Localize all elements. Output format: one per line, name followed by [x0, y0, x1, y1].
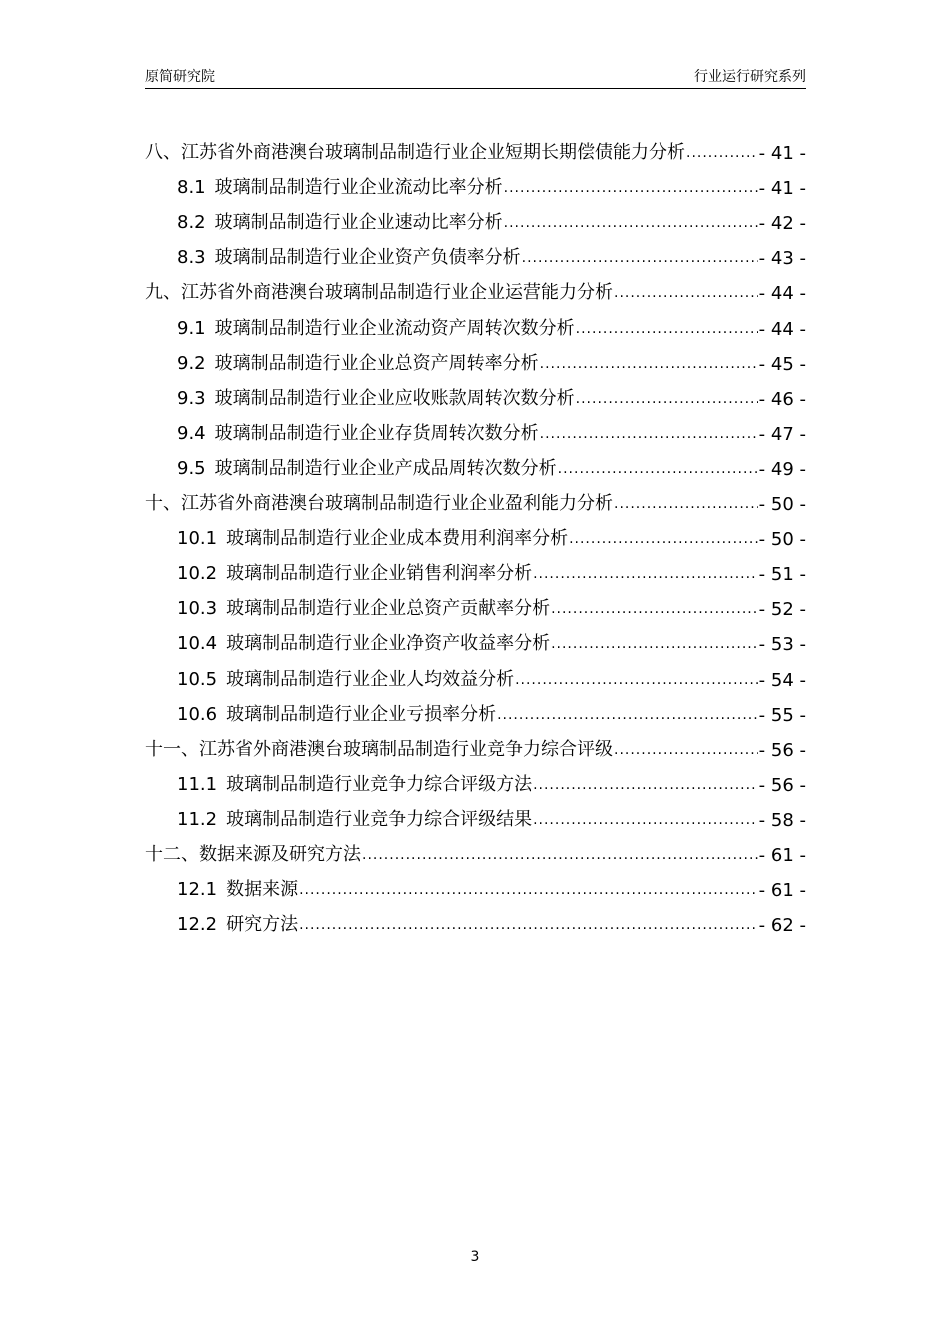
toc-entry-number: 8.3 [177, 247, 206, 269]
header-series-title: 行业运行研究系列 [694, 69, 806, 85]
toc-entry-number: 12.1 [177, 879, 218, 901]
toc-entry-label: 八、江苏省外商港澳台玻璃制品制造行业企业短期长期偿债能力分析 [145, 142, 685, 164]
toc-entry-page: - 61 - [758, 880, 806, 902]
toc-entry-title [177, 208, 503, 234]
toc-entry-number: 8.2 [177, 212, 206, 234]
toc-dot-leader [504, 180, 758, 196]
toc-entry-title [177, 454, 557, 480]
toc-dot-leader [362, 847, 758, 863]
page-header [145, 66, 806, 89]
toc-entry-title [177, 384, 575, 410]
toc-entry-label: 玻璃制品制造行业企业流动资产周转次数分析 [214, 317, 575, 339]
toc-entry-label: 玻璃制品制造行业企业资产负债率分析 [214, 247, 521, 269]
toc-entry-label: 玻璃制品制造行业企业产成品周转次数分析 [214, 457, 557, 479]
toc-dot-leader [576, 321, 758, 337]
toc-entry-title [145, 278, 613, 304]
toc-entry-page: - 51 - [758, 564, 806, 586]
toc-entry-page: - 41 - [758, 178, 806, 200]
toc-entry-title [177, 770, 532, 796]
toc-entry-page: - 44 - [758, 283, 806, 305]
toc-dot-leader [686, 145, 758, 161]
table-of-contents [145, 129, 806, 936]
toc-entry-page: - 50 - [758, 529, 806, 551]
toc-entry-number: 9.1 [177, 317, 206, 339]
toc-entry-title [145, 735, 613, 761]
toc-dot-leader [576, 391, 758, 407]
toc-entry[interactable] [145, 691, 806, 726]
toc-entry-label: 九、江苏省外商港澳台玻璃制品制造行业企业运营能力分析 [145, 282, 613, 304]
toc-entry[interactable] [145, 269, 806, 304]
header-org-name: 原简研究院 [145, 69, 215, 85]
toc-dot-leader [614, 285, 758, 301]
toc-entry-page: - 53 - [758, 634, 806, 656]
toc-entry-title [145, 840, 361, 866]
toc-entry-number: 9.4 [177, 422, 206, 444]
toc-entry-label: 玻璃制品制造行业企业应收账款周转次数分析 [214, 387, 575, 409]
toc-entry[interactable] [145, 480, 806, 515]
toc-dot-leader [533, 812, 758, 828]
toc-entry-page: - 41 - [758, 143, 806, 165]
toc-entry-page: - 46 - [758, 388, 806, 410]
toc-entry-label: 玻璃制品制造行业企业净资产收益率分析 [226, 633, 551, 655]
toc-entry-page: - 56 - [758, 739, 806, 761]
toc-entry-page: - 58 - [758, 809, 806, 831]
toc-dot-leader [497, 707, 758, 723]
toc-entry[interactable] [145, 550, 806, 585]
toc-entry-number: 11.2 [177, 808, 218, 830]
toc-entry-label: 玻璃制品制造行业企业成本费用利润率分析 [226, 528, 569, 550]
toc-dot-leader [533, 566, 758, 582]
toc-entry-number: 10.6 [177, 703, 218, 725]
toc-entry-page: - 45 - [758, 353, 806, 375]
toc-dot-leader [533, 777, 758, 793]
toc-entry[interactable] [145, 234, 806, 269]
toc-entry-page: - 52 - [758, 599, 806, 621]
toc-entry[interactable] [145, 655, 806, 690]
toc-entry-title [177, 314, 575, 340]
toc-entry-page: - 62 - [758, 915, 806, 937]
toc-entry-label: 数据来源 [226, 879, 299, 901]
toc-entry-label: 玻璃制品制造行业企业流动比率分析 [214, 177, 503, 199]
toc-entry-number: 9.5 [177, 457, 206, 479]
toc-entry-label: 玻璃制品制造行业企业存货周转次数分析 [214, 422, 539, 444]
toc-entry[interactable] [145, 866, 806, 901]
toc-dot-leader [522, 250, 758, 266]
toc-entry-title [177, 349, 539, 375]
toc-entry-label: 玻璃制品制造行业企业总资产周转率分析 [214, 352, 539, 374]
toc-entry-title [177, 594, 550, 620]
toc-dot-leader [540, 356, 758, 372]
toc-entry[interactable] [145, 585, 806, 620]
toc-entry-label: 十一、江苏省外商港澳台玻璃制品制造行业竞争力综合评级 [145, 738, 613, 760]
toc-entry[interactable] [145, 515, 806, 550]
toc-entry-title [177, 910, 298, 936]
toc-entry-label: 玻璃制品制造行业竞争力综合评级结果 [226, 808, 533, 830]
toc-dot-leader [614, 742, 758, 758]
page-number: 3 [470, 1249, 480, 1265]
toc-entry-number: 9.3 [177, 387, 206, 409]
toc-dot-leader [540, 426, 758, 442]
toc-entry-title [177, 559, 532, 585]
toc-entry-title [177, 419, 539, 445]
toc-entry-title [177, 665, 514, 691]
toc-entry-title [145, 489, 613, 515]
toc-entry-title [145, 138, 685, 164]
toc-entry-page: - 56 - [758, 774, 806, 796]
toc-entry-title [177, 875, 298, 901]
toc-entry-number: 10.5 [177, 668, 218, 690]
toc-entry[interactable] [145, 304, 806, 339]
toc-dot-leader [558, 461, 758, 477]
toc-entry-title [177, 700, 496, 726]
toc-entry[interactable] [145, 164, 806, 199]
toc-entry-page: - 47 - [758, 423, 806, 445]
toc-dot-leader [299, 917, 758, 933]
toc-entry[interactable] [145, 620, 806, 655]
toc-entry-number: 12.2 [177, 914, 218, 936]
toc-entry-label: 研究方法 [226, 914, 299, 936]
toc-entry-page: - 54 - [758, 669, 806, 691]
toc-entry-label: 十、江苏省外商港澳台玻璃制品制造行业企业盈利能力分析 [145, 493, 613, 515]
toc-dot-leader [515, 672, 758, 688]
toc-entry-page: - 49 - [758, 458, 806, 480]
toc-entry[interactable] [145, 761, 806, 796]
toc-entry-number: 10.2 [177, 563, 218, 585]
toc-entry[interactable] [145, 410, 806, 445]
toc-entry-page: - 61 - [758, 844, 806, 866]
toc-entry-page: - 42 - [758, 213, 806, 235]
toc-entry-label: 玻璃制品制造行业企业销售利润率分析 [226, 563, 533, 585]
toc-entry-page: - 44 - [758, 318, 806, 340]
toc-entry-number: 10.3 [177, 598, 218, 620]
toc-entry-number: 9.2 [177, 352, 206, 374]
toc-dot-leader [551, 636, 758, 652]
toc-entry[interactable] [145, 796, 806, 831]
toc-entry[interactable] [145, 129, 806, 164]
toc-entry[interactable] [145, 340, 806, 375]
toc-entry-label: 十二、数据来源及研究方法 [145, 843, 361, 865]
toc-entry-label: 玻璃制品制造行业企业亏损率分析 [226, 703, 497, 725]
toc-entry-title [177, 524, 568, 550]
toc-entry-label: 玻璃制品制造行业竞争力综合评级方法 [226, 773, 533, 795]
toc-entry-label: 玻璃制品制造行业企业总资产贡献率分析 [226, 598, 551, 620]
toc-entry-page: - 50 - [758, 494, 806, 516]
toc-entry-title [177, 173, 503, 199]
toc-entry[interactable] [145, 199, 806, 234]
toc-dot-leader [551, 601, 758, 617]
toc-entry-label: 玻璃制品制造行业企业速动比率分析 [214, 212, 503, 234]
toc-dot-leader [569, 531, 758, 547]
toc-entry-number: 10.1 [177, 528, 218, 550]
toc-dot-leader [504, 215, 758, 231]
toc-entry[interactable] [145, 445, 806, 480]
toc-entry-title [177, 629, 550, 655]
toc-entry-label: 玻璃制品制造行业企业人均效益分析 [226, 668, 515, 690]
toc-entry-number: 10.4 [177, 633, 218, 655]
toc-entry-title [177, 805, 532, 831]
toc-dot-leader [614, 496, 758, 512]
toc-entry[interactable] [145, 901, 806, 936]
toc-entry[interactable] [145, 375, 806, 410]
toc-entry[interactable] [145, 831, 806, 866]
toc-entry-number: 8.1 [177, 177, 206, 199]
toc-entry-page: - 43 - [758, 248, 806, 270]
toc-entry-number: 11.1 [177, 773, 218, 795]
toc-entry-title [177, 243, 521, 269]
toc-entry[interactable] [145, 726, 806, 761]
toc-dot-leader [299, 882, 758, 898]
toc-entry-page: - 55 - [758, 704, 806, 726]
